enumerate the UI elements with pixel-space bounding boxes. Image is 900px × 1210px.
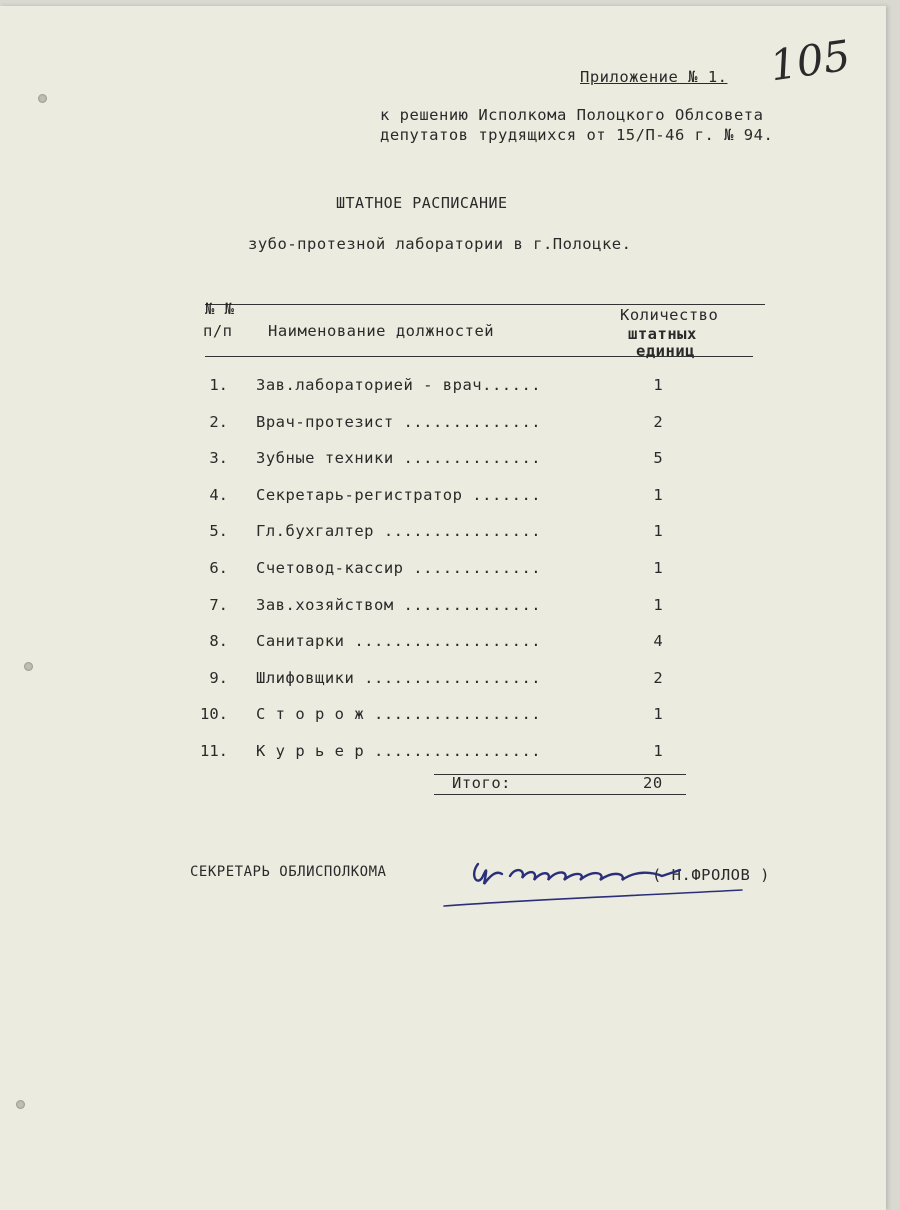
row-position-name: С т о р о ж ................. bbox=[256, 705, 542, 724]
row-position-name: К у р ь е р ................. bbox=[256, 742, 542, 760]
col-no-header-2: п/п bbox=[203, 322, 233, 340]
row-position-name: Зубные техники .............. bbox=[256, 449, 542, 468]
row-quantity: 1 bbox=[653, 485, 663, 504]
punch-hole bbox=[24, 662, 33, 671]
punch-hole bbox=[38, 94, 47, 103]
row-position-name: Зав.хозяйством .............. bbox=[256, 595, 542, 614]
signer-name: ( Н.ФРОЛОВ ) bbox=[652, 866, 770, 884]
col-qty-header-2: штатных bbox=[628, 325, 697, 343]
row-position-name: Зав.лабораторией - врач...... bbox=[256, 376, 542, 394]
col-name-header: Наименование должностей bbox=[268, 322, 495, 340]
document-title: ШТАТНОЕ РАСПИСАНИЕ bbox=[336, 194, 508, 212]
col-qty-header-3: единиц bbox=[636, 342, 695, 360]
header-line-2: депутатов трудящихся от 15/П-46 г. № 94. bbox=[380, 126, 774, 144]
header-line-1: к решению Исполкома Полоцкого Облсовета bbox=[380, 106, 764, 124]
row-position-name: Санитарки ................... bbox=[256, 632, 542, 651]
appendix-label: Приложение № 1. bbox=[580, 68, 728, 86]
handwritten-page-number: 105 bbox=[766, 30, 854, 91]
row-position-name: Гл.бухгалтер ................ bbox=[256, 522, 542, 541]
row-quantity: 1 bbox=[653, 376, 663, 394]
row-quantity: 2 bbox=[653, 668, 663, 687]
document-page bbox=[0, 6, 886, 1210]
table-header-rule bbox=[205, 356, 753, 357]
row-quantity: 1 bbox=[653, 595, 663, 614]
row-quantity: 1 bbox=[653, 522, 663, 541]
row-number: 1. bbox=[209, 376, 228, 394]
row-quantity: 5 bbox=[653, 449, 663, 468]
total-value: 20 bbox=[643, 774, 663, 792]
row-number: 4. bbox=[209, 485, 228, 504]
row-number: 8. bbox=[209, 632, 228, 651]
col-no-header-1: № № bbox=[205, 300, 235, 318]
row-number: 11. bbox=[200, 742, 228, 760]
row-quantity: 4 bbox=[653, 632, 663, 651]
punch-hole bbox=[16, 1100, 25, 1109]
row-number: 2. bbox=[209, 412, 228, 431]
row-quantity: 1 bbox=[653, 705, 663, 724]
row-number: 10. bbox=[200, 705, 228, 724]
row-number: 9. bbox=[209, 668, 228, 687]
row-quantity: 1 bbox=[653, 742, 663, 760]
row-position-name: Шлифовщики .................. bbox=[256, 668, 542, 687]
row-number: 3. bbox=[209, 449, 228, 468]
row-number: 7. bbox=[209, 595, 228, 614]
document-subtitle: зубо-протезной лаборатории в г.Полоцке. bbox=[248, 235, 632, 253]
row-number: 6. bbox=[209, 559, 228, 577]
row-position-name: Счетовод-кассир ............. bbox=[256, 559, 542, 577]
signer-title: СЕКРЕТАРЬ ОБЛИСПОЛКОМА bbox=[190, 864, 387, 880]
row-quantity: 1 bbox=[653, 559, 663, 577]
row-number: 5. bbox=[209, 522, 228, 541]
handwritten-signature bbox=[430, 846, 750, 916]
table-top-rule bbox=[205, 304, 765, 305]
row-position-name: Врач-протезист .............. bbox=[256, 412, 542, 431]
total-bottom-rule bbox=[434, 794, 686, 795]
col-qty-header-1: Количество bbox=[620, 306, 719, 324]
row-position-name: Секретарь-регистратор ....... bbox=[256, 485, 542, 504]
total-label: Итого: bbox=[452, 774, 511, 792]
row-quantity: 2 bbox=[653, 412, 663, 431]
